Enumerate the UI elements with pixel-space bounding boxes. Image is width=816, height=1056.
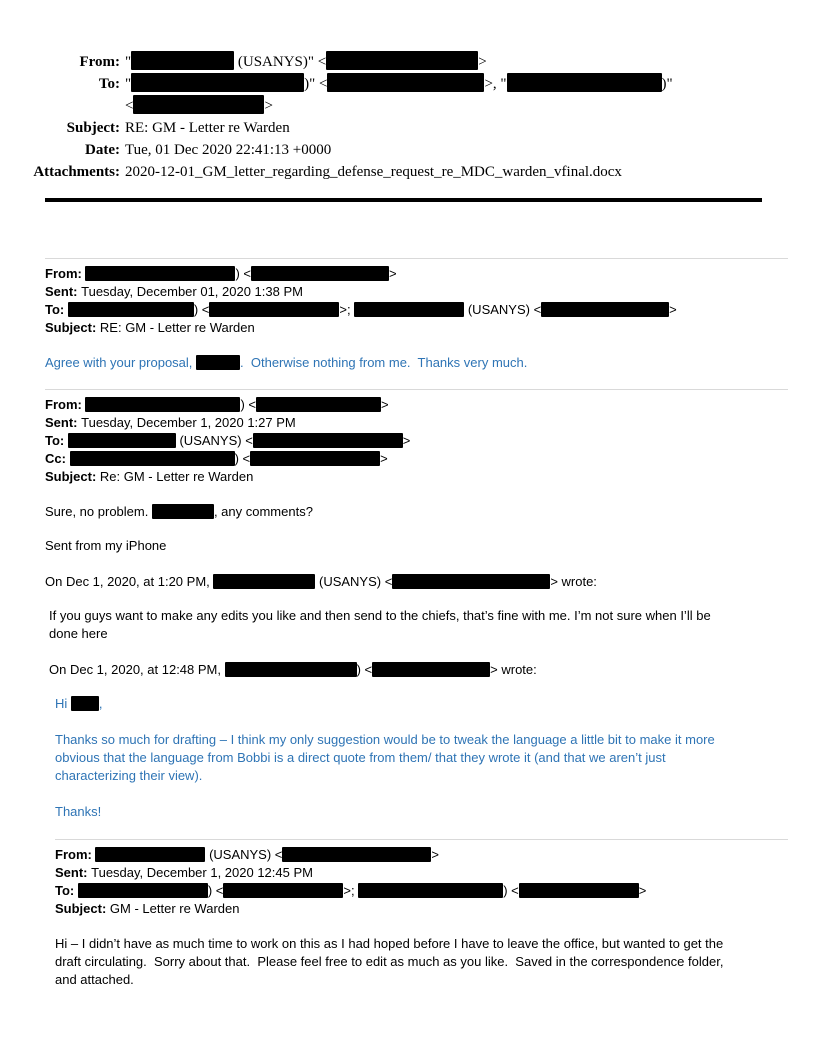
quoted-reply-2-closing <box>55 803 816 821</box>
text-line <box>49 625 816 643</box>
quoted-reply-2-greeting <box>55 695 816 713</box>
text-run: > <box>381 397 389 412</box>
redaction-bar <box>507 73 662 92</box>
field-label: To: <box>45 433 68 448</box>
text-line <box>49 661 816 679</box>
email-3-body <box>55 935 816 989</box>
text-run: GM - Letter re Warden <box>109 901 240 916</box>
text-run: > <box>389 266 397 281</box>
redaction-bar <box>68 433 176 448</box>
text-line <box>55 953 816 971</box>
redaction-bar <box>85 266 235 281</box>
text-run: Tue, 01 Dec 2020 22:41:13 +0000 <box>125 142 332 158</box>
text-line <box>45 450 816 468</box>
text-run: )" <box>661 76 673 92</box>
text-run: ) < <box>193 302 210 317</box>
text-run: Re: GM - Letter re Warden <box>99 469 254 484</box>
text-run: , any comments? <box>213 504 313 519</box>
text-run: Agree with your proposal, <box>45 355 197 370</box>
text-run: characterizing their view). <box>55 768 203 783</box>
text-run: RE: GM - Letter re Warden <box>125 120 290 136</box>
text-line <box>49 607 816 625</box>
text-line <box>45 396 816 414</box>
header-value <box>125 139 331 161</box>
iphone-signature <box>45 537 816 555</box>
redaction-bar <box>196 355 240 370</box>
redaction-bar <box>225 662 357 677</box>
text-run: On Dec 1, 2020, at 1:20 PM, <box>45 574 214 589</box>
text-run: > <box>402 433 411 448</box>
text-run: Thanks! <box>55 804 102 819</box>
field-label: Sent: <box>45 284 82 299</box>
email-thread <box>0 252 816 989</box>
text-run: " <box>125 54 132 70</box>
text-run: ) < <box>240 397 256 412</box>
field-label: Cc: <box>45 451 70 466</box>
text-run: " <box>125 76 132 92</box>
text-run: Hi – I didn’t have as much time to work on this as I had hoped before I have to leave the office, but wanted to get the <box>55 936 724 951</box>
text-line <box>55 882 816 900</box>
redaction-bar <box>133 95 264 114</box>
text-run: On Dec 1, 2020, at 12:48 PM, <box>49 662 225 677</box>
redaction-bar <box>541 302 669 317</box>
field-label: Subject: <box>55 901 110 916</box>
text-line <box>45 265 816 283</box>
redaction-bar <box>392 574 550 589</box>
quoted-reply-1 <box>49 607 816 643</box>
redaction-bar <box>131 51 234 70</box>
header-label: Attachments: <box>33 164 120 180</box>
header-label: Date: <box>85 142 120 158</box>
text-line <box>55 900 816 918</box>
email-1-meta <box>45 265 816 337</box>
field-label: From: <box>45 397 86 412</box>
text-run: )" < <box>304 76 328 92</box>
redaction-bar <box>256 397 381 412</box>
redaction-bar <box>131 73 304 92</box>
text-line <box>45 414 816 432</box>
redaction-bar <box>250 451 380 466</box>
header-label: From: <box>79 54 120 70</box>
email-2-meta <box>45 396 816 486</box>
redaction-bar <box>253 433 403 448</box>
text-run: > wrote: <box>550 574 597 589</box>
header-value <box>125 95 273 117</box>
field-label: Sent: <box>55 865 92 880</box>
header-row <box>0 161 816 183</box>
field-label: To: <box>55 883 78 898</box>
thread-divider <box>45 389 788 390</box>
header-row <box>0 51 816 73</box>
text-run: and attached. <box>55 972 134 987</box>
redaction-bar <box>71 696 99 711</box>
text-run: > <box>478 54 487 70</box>
text-run: Tuesday, December 1, 2020 12:45 PM <box>91 865 313 880</box>
header-row <box>0 139 816 161</box>
text-run: > <box>380 451 388 466</box>
redaction-bar <box>354 302 464 317</box>
text-run: Tuesday, December 1, 2020 1:27 PM <box>81 415 296 430</box>
text-run: < <box>125 98 134 114</box>
text-run: (USANYS) < <box>315 574 393 589</box>
text-line <box>55 803 816 821</box>
text-run: ) < <box>235 266 251 281</box>
text-line <box>45 432 816 450</box>
text-run: > <box>638 883 647 898</box>
text-line <box>55 971 816 989</box>
thread-divider <box>55 839 788 840</box>
header-row <box>0 73 816 95</box>
redaction-bar <box>209 302 339 317</box>
text-run: RE: GM - Letter re Warden <box>99 320 255 335</box>
text-line <box>55 695 816 713</box>
field-label: From: <box>55 847 96 862</box>
text-run: Tuesday, December 01, 2020 1:38 PM <box>81 284 303 299</box>
header-value <box>125 73 673 95</box>
text-run: Sure, no problem. <box>45 504 152 519</box>
text-line <box>55 864 816 882</box>
redaction-bar <box>327 73 484 92</box>
redaction-bar <box>213 574 315 589</box>
text-run: Thanks so much for drafting – I think my only suggestion would be to tweak the language a little bit to make it more <box>55 732 715 747</box>
redaction-bar <box>282 847 431 862</box>
text-run: > <box>669 302 677 317</box>
text-run: ) < <box>503 883 519 898</box>
printed-email-header <box>0 0 816 183</box>
thread-divider <box>45 258 788 259</box>
redaction-bar <box>70 451 235 466</box>
text-run: , <box>98 696 103 711</box>
text-line <box>45 319 816 337</box>
quote-attribution-1 <box>45 573 816 591</box>
text-line <box>45 283 816 301</box>
text-line <box>45 354 816 372</box>
text-run: (USANYS)" < <box>234 54 327 70</box>
quote-attribution-2 <box>49 661 816 679</box>
text-run: > <box>264 98 273 114</box>
redaction-bar <box>68 302 194 317</box>
quoted-reply-2-body <box>55 731 816 785</box>
text-run: >; <box>339 302 355 317</box>
header-value <box>125 161 622 183</box>
redaction-bar <box>358 883 503 898</box>
header-row <box>0 95 816 117</box>
header-label: To: <box>98 76 120 92</box>
header-value <box>125 117 290 139</box>
text-line <box>55 731 816 749</box>
field-label: Sent: <box>45 415 82 430</box>
text-run: >; <box>343 883 359 898</box>
field-label: To: <box>45 302 68 317</box>
redaction-bar <box>326 51 478 70</box>
field-label: From: <box>45 266 86 281</box>
text-line <box>55 846 816 864</box>
text-run: (USANYS) < <box>464 302 542 317</box>
text-line <box>45 573 816 591</box>
text-run: . Otherwise nothing from me. Thanks very much. <box>240 355 528 370</box>
text-run: obvious that the language from Bobbi is a direct quote from them/ that they wrote it (and that we aren’t just <box>55 750 666 765</box>
text-line <box>45 468 816 486</box>
email-2-body <box>45 503 816 521</box>
text-run: Hi <box>55 696 71 711</box>
text-line <box>55 749 816 767</box>
redaction-bar <box>85 397 240 412</box>
text-run: (USANYS) < <box>175 433 253 448</box>
text-run: ) < <box>207 883 224 898</box>
text-run: 2020-12-01_GM_letter_regarding_defense_request_re_MDC_warden_vfinal.docx <box>125 164 622 180</box>
redaction-bar <box>519 883 639 898</box>
text-run: draft circulating. Sorry about that. Please feel free to edit as much as you like. Saved in the correspondence folder, <box>55 954 724 969</box>
email-1-body <box>45 354 816 372</box>
header-value <box>125 51 487 73</box>
text-run: If you guys want to make any edits you like and then send to the chiefs, that’s fine with me. I’m not sure when I’ll be <box>49 608 711 623</box>
header-label <box>0 95 120 117</box>
text-run: ) < <box>356 662 373 677</box>
redaction-bar <box>372 662 490 677</box>
text-run: ) < <box>234 451 251 466</box>
redaction-bar <box>152 504 214 519</box>
text-run: > wrote: <box>490 662 537 677</box>
text-run: Sent from my iPhone <box>45 538 167 553</box>
text-line <box>45 503 816 521</box>
redaction-bar <box>223 883 343 898</box>
text-line <box>55 935 816 953</box>
field-label: Subject: <box>45 469 100 484</box>
redaction-bar <box>95 847 205 862</box>
email-3-meta <box>55 846 816 918</box>
text-run: >, " <box>484 76 507 92</box>
header-row <box>0 117 816 139</box>
header-label: Subject: <box>66 120 120 136</box>
text-line <box>45 537 816 555</box>
field-label: Subject: <box>45 320 100 335</box>
redaction-bar <box>251 266 389 281</box>
text-run: (USANYS) < <box>205 847 283 862</box>
text-line <box>55 767 816 785</box>
text-run: > <box>431 847 439 862</box>
redaction-bar <box>78 883 208 898</box>
text-run: done here <box>49 626 108 641</box>
text-line <box>45 301 816 319</box>
header-rule <box>45 198 762 202</box>
